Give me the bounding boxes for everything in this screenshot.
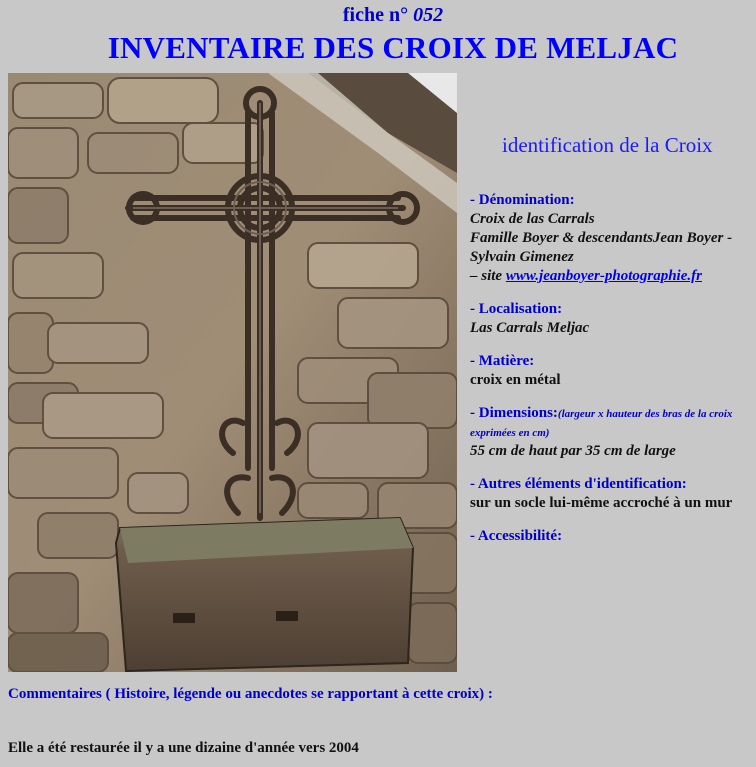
matiere-value: croix en métal xyxy=(470,372,561,388)
site-prefix: – site xyxy=(470,268,503,284)
page-title: INVENTAIRE DES CROIX DE MELJAC xyxy=(107,30,679,65)
site-link[interactable]: www.jeanboyer-photographie.fr xyxy=(505,268,702,284)
localisation-section xyxy=(470,300,756,338)
dimensions-label: - Dimensions: xyxy=(470,405,558,421)
dimensions-section xyxy=(470,404,756,461)
fiche-number-heading xyxy=(0,4,756,27)
dimensions-note: (largeur x hauteur des bras de la croix exprimées en cm) xyxy=(470,408,733,439)
accessibilite-label: - Accessibilité: xyxy=(470,528,563,544)
fiche-number: 052 xyxy=(413,4,444,26)
dimensions-heading xyxy=(470,404,756,442)
matiere-label: - Matière: xyxy=(470,353,535,369)
denomination-label: - Dénomination: xyxy=(470,192,575,208)
localisation-value: Las Carrals Meljac xyxy=(470,320,590,336)
dimensions-value: 55 cm de haut par 35 cm de large xyxy=(470,443,676,459)
accessibilite-section xyxy=(470,527,756,546)
denomination-credit: Famille Boyer & descendantsJean Boyer - Sylvain Gimenez xyxy=(470,230,733,265)
comments-text: Elle a été restaurée il y a une dizaine d'année vers 2004 xyxy=(8,740,359,756)
matiere-section xyxy=(470,352,756,390)
autres-value: sur un socle lui-même accroché à un mur xyxy=(470,495,733,511)
site-line xyxy=(470,267,756,286)
autres-label: - Autres éléments d'identification: xyxy=(470,476,687,492)
localisation-label: - Localisation: xyxy=(470,301,563,317)
fiche-label: fiche n° xyxy=(342,4,409,26)
cross-photo xyxy=(8,73,457,672)
denomination-section xyxy=(470,191,756,286)
autres-section xyxy=(470,475,756,513)
identification-title: identification de la Croix xyxy=(502,133,713,157)
denomination-name: Croix de las Carrals xyxy=(470,211,595,227)
identification-panel xyxy=(470,133,756,560)
comments-label: Commentaires ( Histoire, légende ou anecdotes se rapportant à cette croix) : xyxy=(8,686,493,702)
